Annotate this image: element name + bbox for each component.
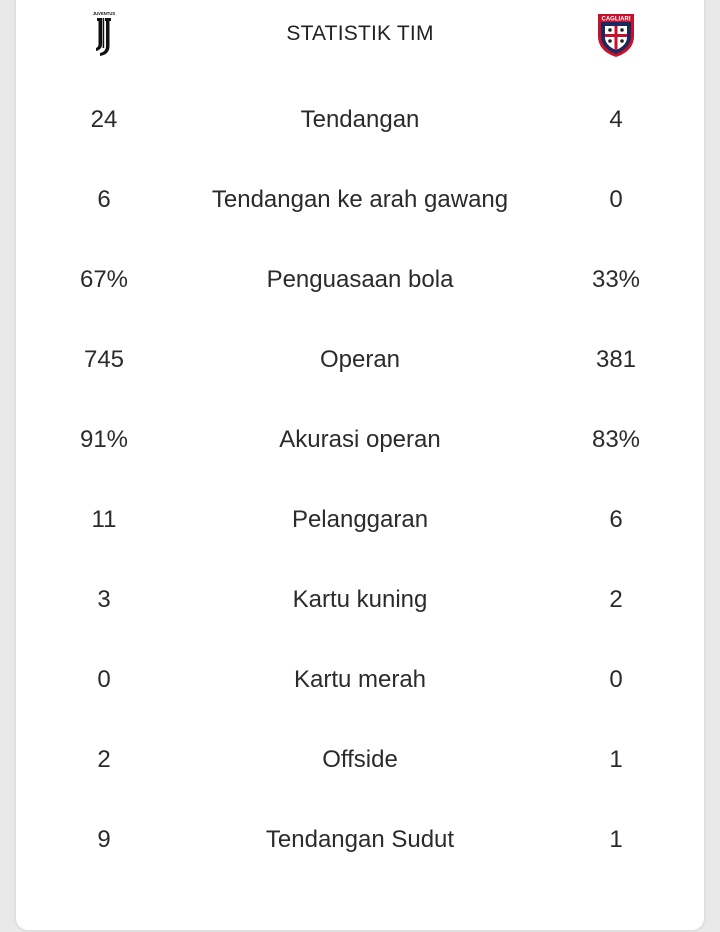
home-stat-value: 6 (97, 186, 111, 213)
cagliari-logo-text: CAGLIARI (601, 16, 631, 23)
stat-row (16, 560, 704, 640)
away-stat-value: 6 (609, 506, 623, 533)
juventus-logo-text: JUVENTUS (92, 11, 116, 16)
home-stat-value: 91% (79, 426, 129, 453)
away-stat-value: 33% (591, 266, 641, 293)
stat-row (16, 160, 704, 240)
home-stat-value: 67% (79, 266, 129, 293)
home-stat-value: 9 (97, 826, 111, 853)
away-stat-value: 381 (595, 346, 637, 373)
stat-label: Penguasaan bola (266, 266, 454, 293)
page-title: STATISTIK TIM (286, 22, 434, 45)
team-stats-card (16, 0, 704, 930)
stat-label: Tendangan (300, 106, 420, 133)
home-stat-value: 3 (97, 586, 111, 613)
away-stat-value: 1 (609, 746, 623, 773)
stat-row (16, 800, 704, 880)
stat-label: Pelanggaran (291, 506, 429, 533)
stat-row (16, 400, 704, 480)
away-stat-value: 83% (591, 426, 641, 453)
home-stat-value: 2 (97, 746, 111, 773)
away-stat-value: 0 (609, 186, 623, 213)
stat-row (16, 480, 704, 560)
home-stat-value: 11 (91, 506, 117, 533)
away-stat-value: 1 (609, 826, 623, 853)
stat-label: Tendangan Sudut (265, 826, 455, 853)
home-stat-value: 0 (97, 666, 111, 693)
stat-row (16, 240, 704, 320)
stat-row (16, 720, 704, 800)
stat-row (16, 320, 704, 400)
away-stat-value: 2 (609, 586, 623, 613)
stat-label: Offside (322, 746, 398, 773)
stat-label: Kartu merah (293, 666, 427, 693)
home-stat-value: 24 (90, 106, 118, 133)
stat-row (16, 640, 704, 720)
stats-list (16, 80, 704, 880)
stats-header (16, 0, 704, 70)
stat-label: Kartu kuning (292, 586, 428, 613)
away-stat-value: 0 (609, 666, 623, 693)
cagliari-logo-icon (595, 10, 637, 58)
stat-label: Akurasi operan (279, 426, 441, 453)
away-stat-value: 4 (609, 106, 623, 133)
stat-label: Tendangan ke arah gawang (211, 186, 509, 213)
home-stat-value: 745 (83, 346, 125, 373)
stat-label: Operan (319, 346, 401, 373)
stat-row (16, 80, 704, 160)
